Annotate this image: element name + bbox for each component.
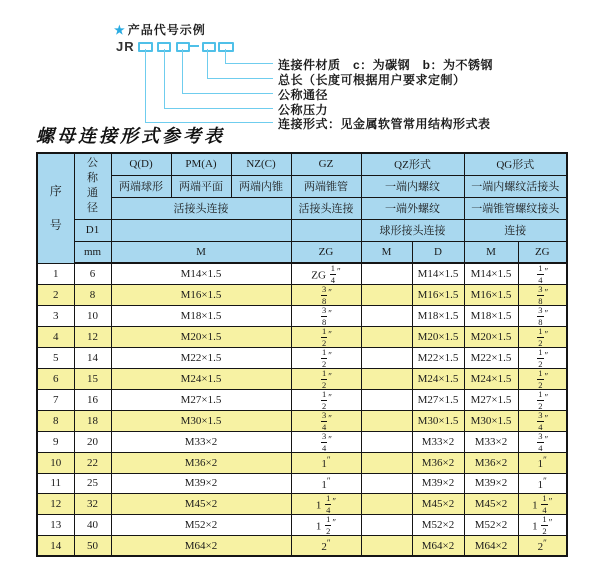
cell-no: 5 <box>37 348 74 369</box>
cell-dn: 12 <box>74 327 111 348</box>
cell-m: M14×1.5 <box>111 263 291 285</box>
cell-m: M64×2 <box>111 536 291 557</box>
cell-m: M16×1.5 <box>111 285 291 306</box>
table-body <box>37 263 567 556</box>
table-row <box>37 348 567 369</box>
header-col-qd: Q(D) <box>111 153 171 175</box>
cell-qz-d: M39×2 <box>412 473 464 494</box>
cell-qz-m <box>361 369 412 390</box>
cell-dn: 32 <box>74 494 111 515</box>
callout-length: 总长（长度可根据用户要求定制） <box>278 73 466 87</box>
header-xuhao: 序 号 <box>37 153 74 263</box>
header-gongcheng-tongjing: 公 称 通 径 <box>74 153 111 219</box>
cell-no: 13 <box>37 515 74 536</box>
cell-no: 9 <box>37 432 74 453</box>
cell-no: 1 <box>37 263 74 285</box>
cell-gz: $\frac{3}{8}$ ″ <box>291 306 361 327</box>
cell-m: M36×2 <box>111 453 291 474</box>
cell-no: 3 <box>37 306 74 327</box>
cell-qz-m <box>361 263 412 285</box>
cell-qz-d: M30×1.5 <box>412 411 464 432</box>
star-icon: ★ <box>114 23 126 37</box>
table-row <box>37 411 567 432</box>
header-qz-m: M <box>361 241 412 263</box>
cell-qg-zg: 1″ <box>518 453 567 474</box>
cell-qg-zg: $\frac{3}{8}$ ″ <box>518 306 567 327</box>
cell-gz: $\frac{1}{2}$ ″ <box>291 390 361 411</box>
cell-qg-m: M36×2 <box>464 453 518 474</box>
cell-qz-m <box>361 348 412 369</box>
cell-qz-d: M22×1.5 <box>412 348 464 369</box>
cell-dn: 22 <box>74 453 111 474</box>
cell-gz: $\frac{3}{4}$ ″ <box>291 432 361 453</box>
cell-qz-d: M14×1.5 <box>412 263 464 285</box>
table-row <box>37 263 567 285</box>
header-qg-row4: 连接 <box>464 219 567 241</box>
cell-qg-zg: 1 $\frac{1}{2}$ ″ <box>518 515 567 536</box>
cell-no: 4 <box>37 327 74 348</box>
table-row <box>37 306 567 327</box>
header-pm-sub: 两端平面 <box>171 175 231 197</box>
cell-m: M20×1.5 <box>111 327 291 348</box>
table-row <box>37 390 567 411</box>
header-nz-sub: 两端内锥 <box>231 175 291 197</box>
cell-qg-m: M20×1.5 <box>464 327 518 348</box>
diagram-title-text: 产品代号示例 <box>127 23 206 37</box>
diagram-title <box>114 21 206 38</box>
header-col-qz: QZ形式 <box>361 153 464 175</box>
header-col-qg: QG形式 <box>464 153 567 175</box>
cell-gz: 1″ <box>291 453 361 474</box>
table-row <box>37 432 567 453</box>
header-qz-row4: 球形接头连接 <box>361 219 464 241</box>
cell-dn: 20 <box>74 432 111 453</box>
cell-m: M45×2 <box>111 494 291 515</box>
header-qd-sub: 两端球形 <box>111 175 171 197</box>
cell-qg-zg: $\frac{3}{4}$ ″ <box>518 432 567 453</box>
header-gz-sub: 两端锥管 <box>291 175 361 197</box>
header-qpn-row3: 活接头连接 <box>111 197 291 219</box>
cell-qg-m: M22×1.5 <box>464 348 518 369</box>
code-dash <box>190 45 199 47</box>
cell-qz-d: M36×2 <box>412 453 464 474</box>
table-row <box>37 536 567 557</box>
cell-no: 11 <box>37 473 74 494</box>
cell-qz-d: M24×1.5 <box>412 369 464 390</box>
cell-no: 12 <box>37 494 74 515</box>
cell-gz: $\frac{3}{8}$ ″ <box>291 285 361 306</box>
header-qz-row3: 一端外螺纹 <box>361 197 464 219</box>
header-qg-sub: 一端内螺纹活接头 <box>464 175 567 197</box>
cell-qz-m <box>361 536 412 557</box>
header-col-gz: GZ <box>291 153 361 175</box>
cell-dn: 18 <box>74 411 111 432</box>
cell-qg-m: M14×1.5 <box>464 263 518 285</box>
product-code-prefix: JR <box>116 39 135 54</box>
cell-qg-zg: 1″ <box>518 473 567 494</box>
table-row <box>37 327 567 348</box>
header-d1: D1 <box>74 219 111 241</box>
cell-dn: 14 <box>74 348 111 369</box>
cell-gz: 1 $\frac{1}{2}$ ″ <box>291 515 361 536</box>
table-header <box>37 153 567 263</box>
cell-gz: 2″ <box>291 536 361 557</box>
cell-no: 10 <box>37 453 74 474</box>
cell-qg-m: M16×1.5 <box>464 285 518 306</box>
cell-dn: 40 <box>74 515 111 536</box>
cell-gz: $\frac{1}{2}$ ″ <box>291 348 361 369</box>
header-qz-d: D <box>412 241 464 263</box>
cell-qg-m: M24×1.5 <box>464 369 518 390</box>
cell-qg-zg: 2″ <box>518 536 567 557</box>
header-col-nz: NZ(C) <box>231 153 291 175</box>
table-row <box>37 494 567 515</box>
cell-gz: ZG $\frac{1}{4}$ ″ <box>291 263 361 285</box>
cell-gz: $\frac{1}{2}$ ″ <box>291 369 361 390</box>
cell-gz: $\frac{3}{4}$ ″ <box>291 411 361 432</box>
cell-dn: 8 <box>74 285 111 306</box>
cell-m: M24×1.5 <box>111 369 291 390</box>
cell-qz-d: M45×2 <box>412 494 464 515</box>
header-empty-cell <box>291 219 361 241</box>
cell-no: 8 <box>37 411 74 432</box>
cell-qz-m <box>361 411 412 432</box>
cell-gz: 1 $\frac{1}{4}$ ″ <box>291 494 361 515</box>
cell-qz-d: M33×2 <box>412 432 464 453</box>
cell-m: M33×2 <box>111 432 291 453</box>
cell-no: 2 <box>37 285 74 306</box>
header-zg-label: ZG <box>291 241 361 263</box>
cell-qg-zg: $\frac{1}{4}$ ″ <box>518 263 567 285</box>
header-gz-row3: 活接头连接 <box>291 197 361 219</box>
cell-no: 6 <box>37 369 74 390</box>
cell-m: M27×1.5 <box>111 390 291 411</box>
cell-dn: 15 <box>74 369 111 390</box>
cell-qz-m <box>361 515 412 536</box>
table-row <box>37 453 567 474</box>
cell-m: M18×1.5 <box>111 306 291 327</box>
cell-qg-m: M33×2 <box>464 432 518 453</box>
callout-diameter: 公称通径 <box>278 88 329 102</box>
cell-qg-m: M30×1.5 <box>464 411 518 432</box>
cell-gz: 1″ <box>291 473 361 494</box>
table-row <box>37 369 567 390</box>
cell-qg-zg: $\frac{3}{4}$ ″ <box>518 411 567 432</box>
header-col-pm: PM(A) <box>171 153 231 175</box>
cell-qz-m <box>361 494 412 515</box>
cell-no: 7 <box>37 390 74 411</box>
table-row <box>37 515 567 536</box>
cell-qz-d: M27×1.5 <box>412 390 464 411</box>
cell-qz-m <box>361 327 412 348</box>
cell-qg-zg: $\frac{1}{2}$ ″ <box>518 390 567 411</box>
header-qg-zg: ZG <box>518 241 567 263</box>
header-mm: mm <box>74 241 111 263</box>
callout-connect: 连接形式：见金属软管常用结构形式表 <box>278 117 491 131</box>
cell-qz-d: M18×1.5 <box>412 306 464 327</box>
header-qg-m: M <box>464 241 518 263</box>
cell-qg-zg: 1 $\frac{1}{4}$ ″ <box>518 494 567 515</box>
cell-qg-m: M18×1.5 <box>464 306 518 327</box>
cell-qg-zg: $\frac{1}{2}$ ″ <box>518 348 567 369</box>
cell-qz-m <box>361 473 412 494</box>
cell-qz-m <box>361 285 412 306</box>
cell-qz-m <box>361 432 412 453</box>
callout-material: 连接件材质 c：为碳钢 b：为不锈钢 <box>278 58 494 72</box>
cell-qz-m <box>361 306 412 327</box>
cell-qg-m: M52×2 <box>464 515 518 536</box>
cell-m: M22×1.5 <box>111 348 291 369</box>
header-qg-row3: 一端锥管螺纹接头 <box>464 197 567 219</box>
cell-qg-zg: $\frac{1}{2}$ ″ <box>518 327 567 348</box>
cell-qz-d: M52×2 <box>412 515 464 536</box>
cell-qz-m <box>361 453 412 474</box>
cell-qg-zg: $\frac{3}{8}$ ″ <box>518 285 567 306</box>
reference-table <box>36 152 568 557</box>
cell-qg-zg: $\frac{1}{2}$ ″ <box>518 369 567 390</box>
cell-qg-m: M64×2 <box>464 536 518 557</box>
cell-qz-d: M16×1.5 <box>412 285 464 306</box>
cell-qz-m <box>361 390 412 411</box>
cell-m: M30×1.5 <box>111 411 291 432</box>
cell-m: M39×2 <box>111 473 291 494</box>
cell-dn: 10 <box>74 306 111 327</box>
table-row <box>37 285 567 306</box>
cell-gz: $\frac{1}{2}$ ″ <box>291 327 361 348</box>
cell-dn: 16 <box>74 390 111 411</box>
header-m-label: M <box>111 241 291 263</box>
cell-dn: 25 <box>74 473 111 494</box>
connector-line <box>145 49 273 123</box>
cell-qz-d: M64×2 <box>412 536 464 557</box>
cell-qg-m: M45×2 <box>464 494 518 515</box>
cell-no: 14 <box>37 536 74 557</box>
cell-qz-d: M20×1.5 <box>412 327 464 348</box>
cell-dn: 6 <box>74 263 111 285</box>
cell-qg-m: M27×1.5 <box>464 390 518 411</box>
cell-qg-m: M39×2 <box>464 473 518 494</box>
table-title: 螺母连接形式参考表 <box>36 126 225 147</box>
callout-pressure: 公称压力 <box>278 103 329 117</box>
table-row <box>37 473 567 494</box>
cell-dn: 50 <box>74 536 111 557</box>
header-qz-sub: 一端内螺纹 <box>361 175 464 197</box>
cell-m: M52×2 <box>111 515 291 536</box>
header-empty-cell <box>111 219 291 241</box>
